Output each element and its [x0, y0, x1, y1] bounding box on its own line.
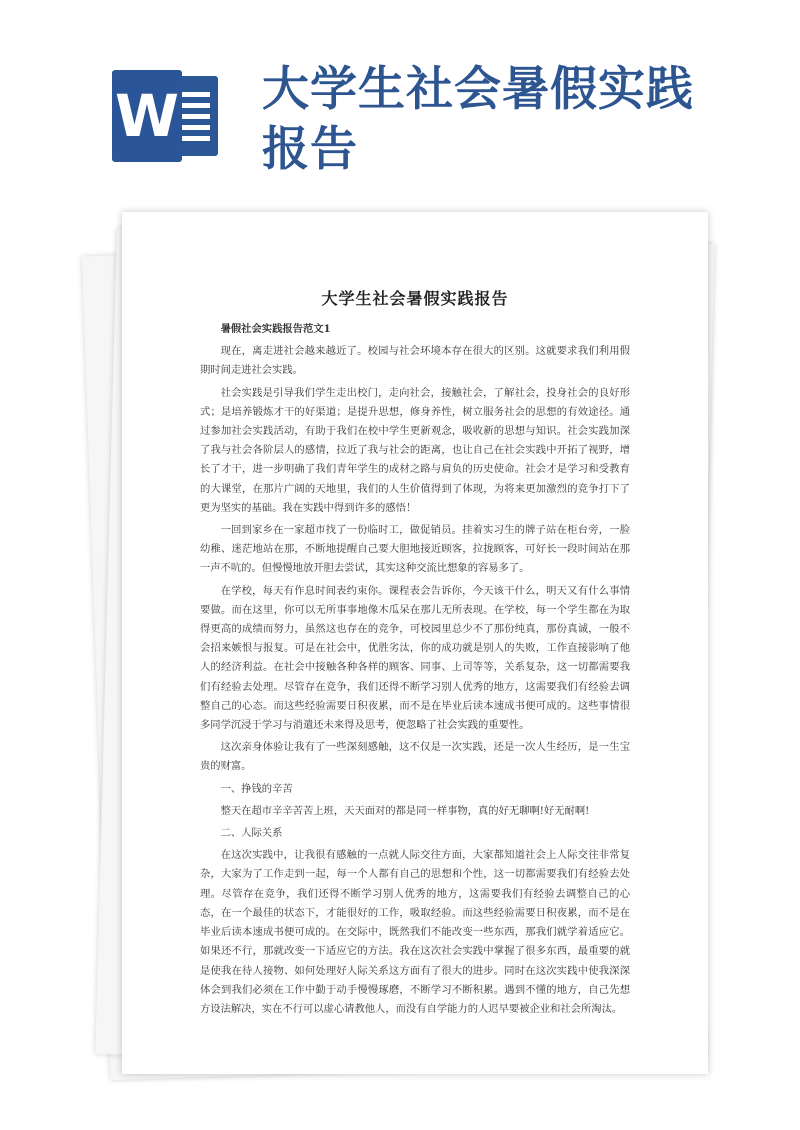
paragraph: 在这次实践中，让我很有感触的一点就人际交往方面，大家都知道社会上人际交往非常复杂，大家为了工作走到一起，每一个人都有自己的思想和个性，这一切都需要我们有经验去处理。尽管存在竞争，我们还得不断学习别人优秀的地方，这需要我们有经验去调整自己的心态，在一个最佳的状态下，才能很好的工作，吸取经验。而这些经验需要日积夜累，而不是在毕业后读本速成书便可成的。在交际中，既然我们不能改变一些东西，那我们就学着适应它。如果还不行，那就改变一下适应它的方法。我在这次社会实践中掌握了很多东西，最重要的就是使我在待人接物、如何处理好人际关系这方面有了很大的进步。同时在这次实践中使我深深体会到我们必须在工作中勤于动手慢慢琢磨，不断学习不断积累。遇到不懂的地方，自己先想方设法解决，实在不行可以虚心请教他人，而没有自学能力的人迟早要被企业和社会所淘汰。 [200, 849, 630, 1015]
document-subtitle: 暑假社会实践报告范文1 [220, 323, 331, 335]
section-heading: 二、人际关系 [220, 827, 283, 840]
paragraph: 在学校，每天有作息时间表约束你。课程表会告诉你，今天该干什么，明天又有什么事情要做。而在这里，你可以无所事事地像木瓜呆在那儿无所表现。在学校，每一个学生都在为取得更高的成绩而努力，虽然这也存在的竞争，可校园里总少不了那份纯真，那份真诚，一般不会招来嫉恨与报复。可是在社会中，优胜劣汰，你的成功就是别人的失败，工作直接影响了他人的经济利益。在社会中接触各种各样的顾客、同事、上司等等，关系复杂，这一切都需要我们有经验去处理。尽管存在竞争，我们还得不断学习别人优秀的地方，这需要我们有经验去调整自己的心态。而这些经验需要日积夜累，而不是在毕业后读本速成书便可成的。这些事情很多同学沉浸于学习与消遣还未来得及思考，便忽略了社会实践的重要性。 [200, 584, 630, 732]
paragraph: 这次亲身体验让我有了一些深刻感触，这不仅是一次实践，还是一次人生经历，是一生宝贵的财富。 [200, 741, 630, 773]
paragraph: 整天在超市辛辛苦苦上班，天天面对的都是同一样事物，真的好无聊啊!好无耐啊! [220, 804, 590, 817]
header-title: 大学生社会暑假实践报告 [262, 62, 694, 177]
section-heading: 一、挣钱的辛苦 [220, 782, 293, 795]
word-icon-badge: W [112, 70, 182, 162]
paragraph: 一回到家乡在一家超市找了一份临时工，做促销员。挂着实习生的牌子站在柜台旁，一脸幼稚、迷茫地站在那，不断地提醒自己要大胆地接近顾客，拉拢顾客，可好长一段时间站在那一声不吭的。但慢慢地放开胆去尝试，其实这种交流比想象的容易多了。 [200, 524, 630, 575]
document-page [122, 212, 708, 1074]
word-document-icon [112, 70, 222, 162]
document-body [200, 320, 630, 1022]
paragraph: 社会实践是引导我们学生走出校门，走向社会，接触社会，了解社会，投身社会的良好形式；是培养锻炼才干的好渠道；是提升思想，修身养性，树立服务社会的思想的有效途径。通过参加社会实践活动，有助于我们在校中学生更新观念，吸收新的思想与知识。社会实践加深了我与社会各阶层人的感情，拉近了我与社会的距离，也让自己在社会实践中开拓了视野，增长了才干，进一步明确了我们青年学生的成材之路与肩负的历史使命。社会才是学习和受教育的大课堂，在那片广阔的天地里，我们的人生价值得到了体现，为将来更加激烈的竞争打下了更为坚实的基础。我在实践中得到许多的感悟！ [200, 386, 630, 514]
paragraph: 现在，离走进社会越来越近了。校园与社会环境本存在很大的区别。这就要求我们利用假期时间走进社会实践。 [200, 345, 630, 377]
document-title: 大学生社会暑假实践报告 [321, 289, 509, 308]
word-icon-lines [180, 92, 210, 147]
